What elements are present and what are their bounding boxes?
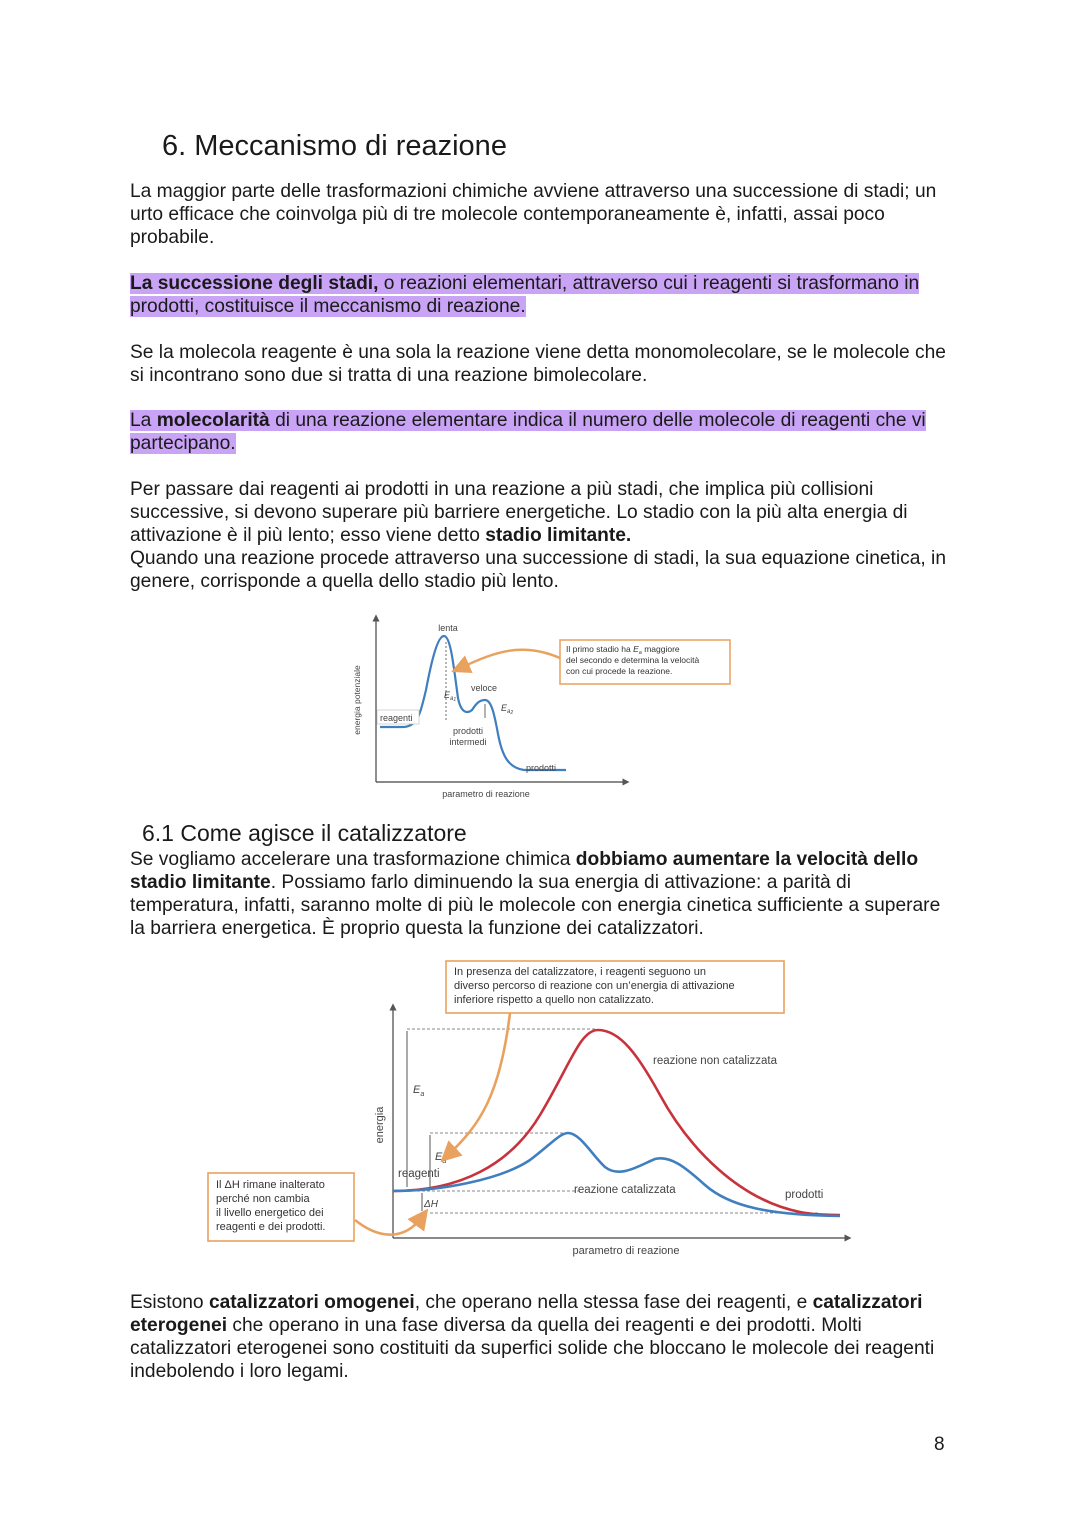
highlight: La molecolarità di una reazione elementare indica il numero delle molecole di reagenti che vi partecipano. [130,410,926,454]
x-axis-label: parametro di reazione [442,789,530,799]
paragraph-catalizzatore: Se vogliamo accelerare una trasformazione chimica dobbiamo aumentare la velocità dello stadio limitante. Possiamo farlo diminuendo la sua energia di attivazione: a parità di temperatura, infatti, saranno molte di più le molecole con energia cinetica sufficiente a superare la barriera energetica. È proprio questa la funzione dei catalizzatori. [130,849,941,939]
callout-left-line2: perché non cambia [216,1193,310,1205]
bold-term: catalizzatori eterogenei [130,1292,923,1336]
dh-label: ΔH [424,1199,438,1210]
prodotti-label: prodotti [526,763,557,773]
bold-term: dobbiamo aumentare la velocità dello stadio limitante [130,849,919,893]
energy-profile-multistep-diagram [340,610,760,805]
callout-left-line3: il livello energetico dei [216,1207,324,1219]
lenta-label: lenta [438,623,458,633]
catalysis-energy-diagram [200,955,860,1260]
reagenti-label: reagenti [380,713,413,723]
bold-term: La successione degli stadi, [130,273,379,294]
callout-left-arrow [355,1217,422,1235]
energy-curve [380,636,566,770]
bold-term: stadio limitante. [485,525,632,546]
non-catalyzed-label: reazione non catalizzata [653,1055,778,1067]
veloce-label: veloce [470,683,498,693]
x-axis-label: parametro di reazione [572,1245,680,1257]
callout-top-line3: inferiore rispetto a quello non catalizzato. [454,994,654,1006]
highlight: La successione degli stadi, o reazioni elementari, attraverso cui i reagenti si trasformano in prodotti, costituisce il meccanismo di reazione. [130,273,920,317]
callout-line1: Il primo stadio ha $E_a$ maggiore [566,644,680,656]
callout-line3: con cui procede la reazione. [566,666,673,676]
ea2-label: $E_a2$ [501,703,514,716]
page-number: 8 [934,1434,945,1455]
bold-term: catalizzatori omogenei [208,1292,415,1313]
ea1-label: $E_a1$ [444,690,457,703]
paragraph-stadi: La maggior parte delle trasformazioni chimiche avviene attraverso una successione di stadi; un urto efficace che coinvolga più di tre molecole contemporaneamente è, infatti, assai poco probabile. [130,181,937,248]
paragraph-stadio-limitante: Per passare dai reagenti ai prodotti in una reazione a più stadi, che implica più collisioni successive, si devono superare più barriere energetiche. Lo stadio con la più alta energia di attivazione è il più lento; esso viene detto stadio limitante. Quando una reazione procede attraverso una successione di stadi, la sua equazione cinetica, in genere, corrisponde a quella dello stadio più lento. [130,479,946,592]
y-axis-label: energia potenziale [352,665,362,735]
callout-left-line1: Il ΔH rimane inalterato [216,1179,325,1191]
ea-uncat-label: $E_a$ [413,1084,425,1098]
callout-line2: del secondo e determina la velocità [566,655,700,665]
callout-top-line2: diverso percorso di reazione con un’energia di attivazione [454,980,735,992]
callout-top-line1: In presenza del catalizzatore, i reagenti seguono un [454,966,706,978]
ea-cat-label: $E_a$ [435,1151,447,1165]
reagenti-label: reagenti [398,1168,440,1180]
bold-term: molecolarità [156,410,270,431]
prodotti-label: prodotti [785,1189,824,1201]
subsection-title: 6.1 Come agisce il catalizzatore [142,820,467,846]
callout-arrow [460,650,560,668]
callout-left-line4: reagenti e dei prodotti. [216,1221,326,1233]
intermedi-label-line2: intermedi [449,737,487,747]
paragraph-meccanismo-definition [130,272,950,318]
intermedi-label-line1: prodotti [452,726,484,736]
paragraph-catalizzatori-types: Esistono catalizzatori omogenei, che operano nella stessa fase dei reagenti, e catalizzatori eterogenei che operano in una fase diversa da quella dei reagenti e dei prodotti. Molti catalizzatori eterogenei sono costituiti da superfici solide che bloccano le molecole dei reagenti indebolendo i loro legami. [130,1292,935,1382]
callout-top-arrow [448,1013,510,1155]
y-axis-label: energia [374,1106,386,1144]
paragraph-molecolarita-definition [130,409,950,455]
paragraph-molecolarita-types: Se la molecola reagente è una sola la reazione viene detta monomolecolare, se le molecole che si incontrano sono due si tratta di una reazione bimolecolare. [130,342,946,386]
catalyzed-label: reazione catalizzata [574,1184,676,1196]
section-title: 6. Meccanismo di reazione [162,130,507,162]
